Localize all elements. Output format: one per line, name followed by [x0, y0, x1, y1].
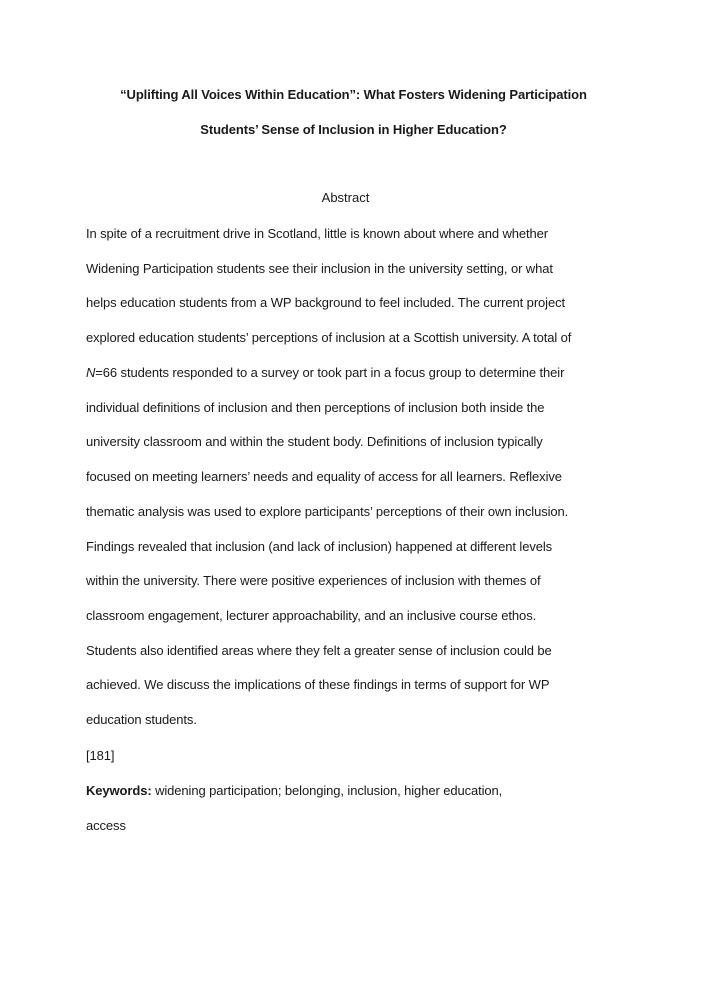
abstract-line: university classroom and within the student body. Definitions of inclusion typically [86, 434, 543, 449]
abstract-line: education students. [86, 712, 197, 727]
paper-title-line-1: “Uplifting All Voices Within Education”: What Fosters Widening Participation [120, 87, 587, 102]
paper-title-line-2: Students’ Sense of Inclusion in Higher Education? [200, 122, 507, 137]
abstract-line: helps education students from a WP background to feel included. The current project [86, 295, 566, 310]
keywords-text: widening participation; belonging, inclusion, higher education, [151, 783, 503, 798]
sample-size-symbol: N [86, 365, 96, 380]
abstract-line: individual definitions of inclusion and then perceptions of inclusion both inside the [86, 400, 545, 415]
abstract-line: Students also identified areas where they felt a greater sense of inclusion could be [86, 643, 552, 658]
abstract-line: Widening Participation students see their inclusion in the university setting, or what [86, 261, 553, 276]
abstract-line [86, 365, 564, 380]
abstract-line: Findings revealed that inclusion (and lack of inclusion) happened at different levels [86, 539, 553, 554]
keywords-line-2: access [86, 818, 126, 833]
abstract-line: explored education students’ perceptions of inclusion at a Scottish university. A total of [86, 330, 572, 345]
abstract-line-text: =66 students responded to a survey or took part in a focus group to determine their [95, 365, 565, 380]
abstract-line: achieved. We discuss the implications of these findings in terms of support for WP [86, 677, 550, 692]
word-count: [181] [86, 748, 115, 763]
abstract-line: focused on meeting learners’ needs and equality of access for all learners. Reflexive [86, 469, 562, 484]
abstract-heading: Abstract [321, 190, 370, 205]
keywords-line [86, 783, 502, 798]
abstract-line: thematic analysis was used to explore participants’ perceptions of their own inclusion. [86, 504, 569, 519]
abstract-line: In spite of a recruitment drive in Scotland, little is known about where and whether [86, 226, 549, 241]
abstract-line: classroom engagement, lecturer approachability, and an inclusive course ethos. [86, 608, 537, 623]
keywords-label: Keywords: [86, 783, 152, 798]
abstract-line: within the university. There were positive experiences of inclusion with themes of [86, 573, 541, 588]
